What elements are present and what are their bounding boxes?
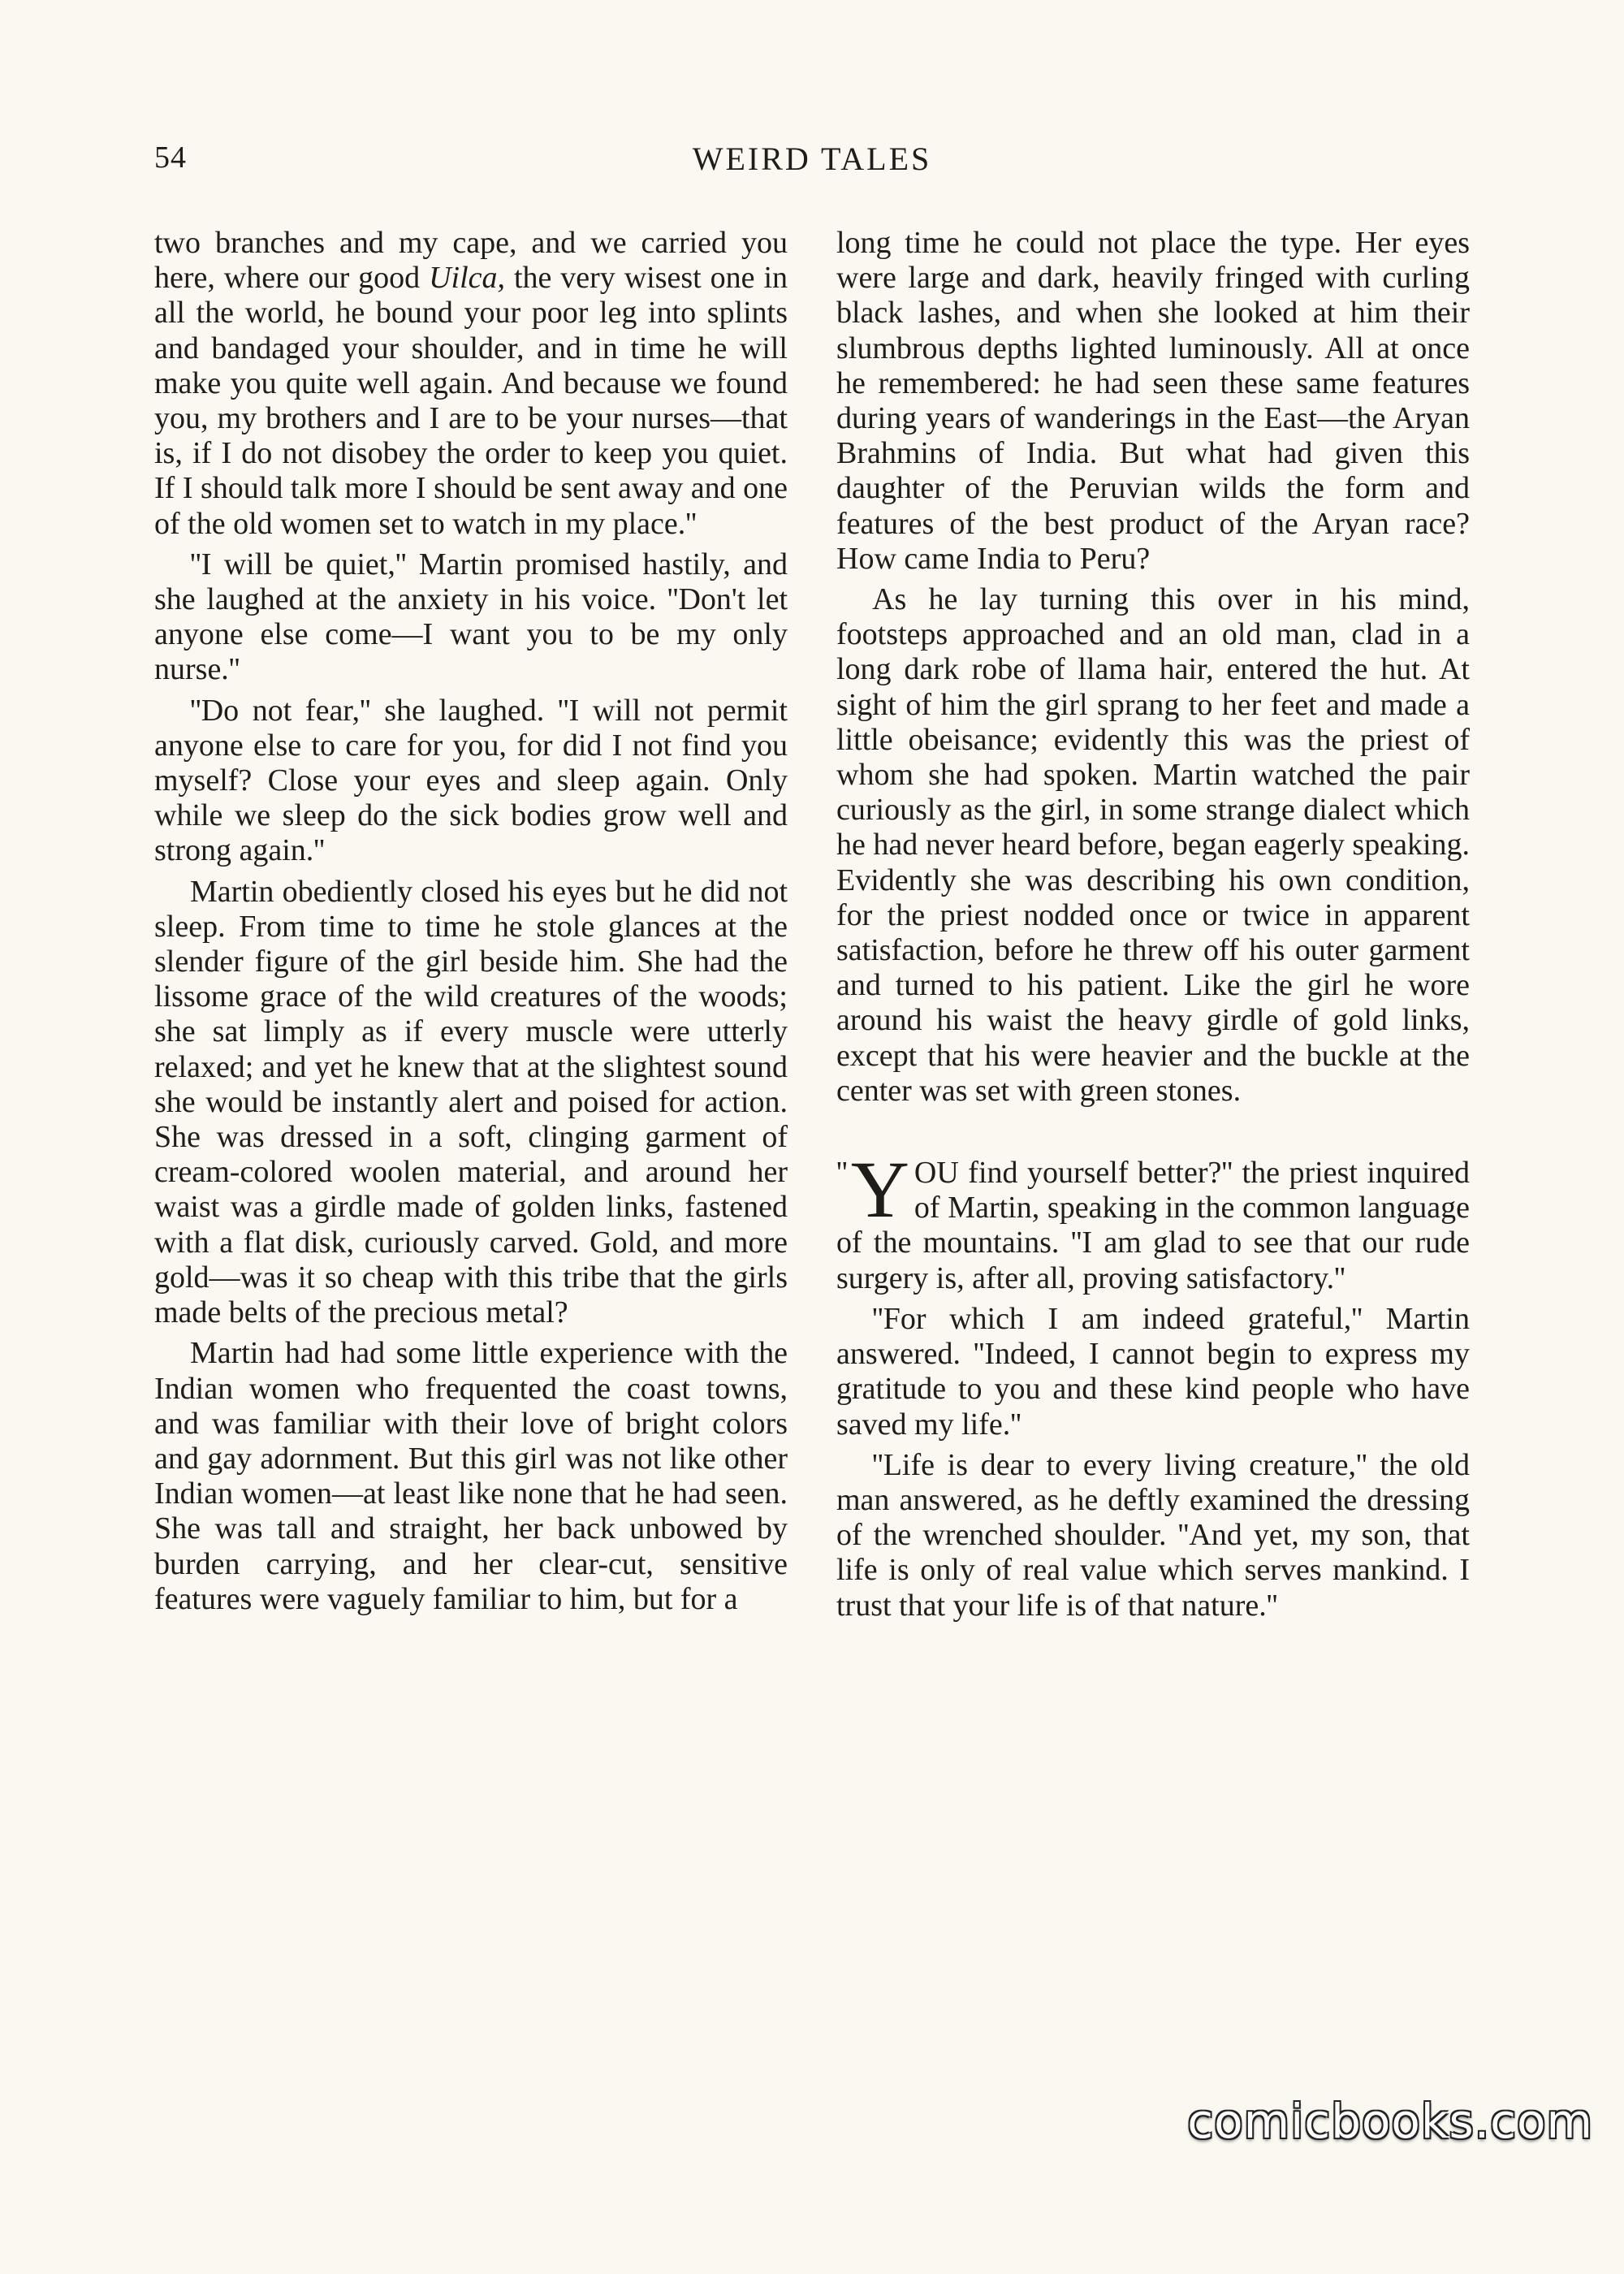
right-column	[836, 226, 1470, 1629]
text-run: OU find yourself better?'' the priest inquired of Martin, speaking in the common language of the mountains. ''I am glad to see that our rude surgery is, after all, proving satisfactory.''	[836, 1156, 1470, 1295]
text-run: the very wisest one in all the world, he bound your poor leg into splints and bandaged your shoulder, and in time he will make you quite well again. And because we found you, my brothers and I are to be your nurses—that is, if I do not disobey the order to keep you quiet. If I should talk more I should be sent away and one of the old women set to watch in my place.''	[154, 261, 788, 541]
paragraph: ''I will be quiet,'' Martin promised hastily, and she laughed at the anxiety in his voice. ''Don't let anyone else come—I want you to be my only nurse.''	[154, 547, 788, 687]
opening-quote: ''	[836, 1156, 848, 1191]
dropcap-letter: Y	[850, 1144, 909, 1235]
italic-name: Uilca,	[429, 261, 506, 296]
left-column	[154, 226, 788, 1623]
paragraph: ''Do not fear,'' she laughed. ''I will not permit anyone else to care for you, for did I not find you myself? Close your eyes and sleep again. Only while we sleep do the sick bodies grow well and strong again.''	[154, 693, 788, 868]
watermark-logo: comicbooks.com	[1187, 2094, 1593, 2149]
text-run: two branches and my cape, and we carried you here, where our good	[154, 226, 788, 296]
paragraph	[154, 226, 788, 542]
paragraph: ''For which I am indeed grateful,'' Martin answered. ''Indeed, I cannot begin to express my gratitude to you and these kind people who have saved my life.''	[836, 1301, 1470, 1442]
paragraph: Martin had had some little experience with the Indian women who frequented the coast towns, and was familiar with their love of bright colors and gay adornment. But this girl was not like other Indian women—at least like none that he had seen. She was tall and straight, her back unbowed by burden carrying, and her clear-cut, sensitive features were vaguely familiar to him, but for a	[154, 1336, 788, 1616]
page-number: 54	[154, 141, 187, 175]
paragraph: Martin obediently closed his eyes but he did not sleep. From time to time he stole glances at the slender figure of the girl beside him. She had the lissome grace of the wild creatures of the woods; she sat limply as if every muscle were utterly relaxed; and yet he knew that at the slightest sound she would be instantly alert and poised for action. She was dressed in a soft, clinging garment of cream-colored woolen material, and around her waist was a girdle made of golden links, fastened with a flat disk, curiously carved. Gold, and more gold—was it so cheap with this tribe that the girls made belts of the precious metal?	[154, 874, 788, 1330]
paragraph: ''Life is dear to every living creature,'' the old man answered, as he deftly examined the dressing of the wrenched shoulder. ''And yet, my son, that life is only of real value which serves mankind. I trust that your life is of that nature.''	[836, 1447, 1470, 1623]
dropcap-paragraph	[836, 1144, 1470, 1296]
paragraph: As he lay turning this over in his mind, footsteps approached and an old man, clad in a long dark robe of llama hair, entered the hut. At sight of him the girl sprang to her feet and made a little obeisance; evidently this was the priest of whom she had spoken. Martin watched the pair curiously as the girl, in some strange dialect which he had never heard before, began eagerly speaking. Evidently she was describing his own condition, for the priest nodded once or twice in apparent satisfaction, before he threw off his outer garment and turned to his patient. Like the girl he wore around his waist the heavy girdle of gold links, except that his were heavier and the buckle at the center was set with green stones.	[836, 582, 1470, 1108]
running-head: WEIRD TALES	[692, 141, 932, 177]
paragraph: long time he could not place the type. Her eyes were large and dark, heavily fringed with curling black lashes, and when she looked at him their slumbrous depths lighted luminously. All at once he remembered: he had seen these same features during years of wanderings in the East—the Aryan Brahmins of India. But what had given this daughter of the Peruvian wilds the form and features of the best product of the Aryan race? How came India to Peru?	[836, 226, 1470, 576]
